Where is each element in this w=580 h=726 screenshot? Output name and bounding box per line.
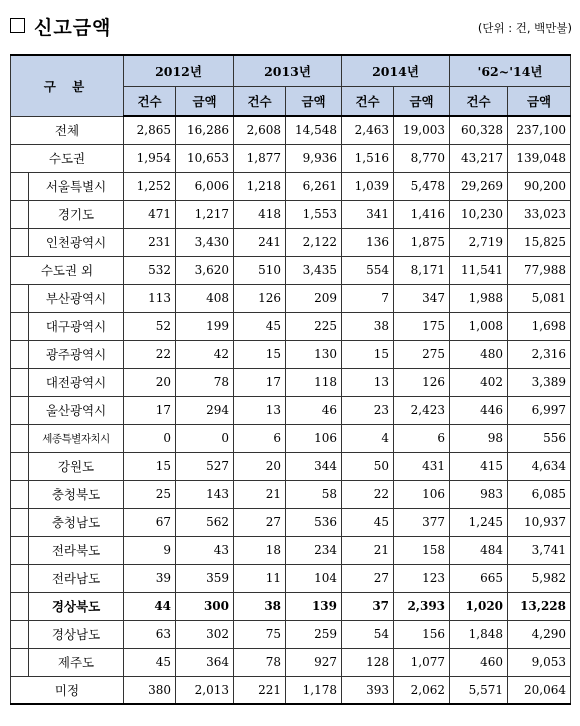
count-cell: 460 <box>450 648 508 676</box>
region-label: 전라남도 <box>29 564 124 592</box>
region-label: 강원도 <box>29 452 124 480</box>
count-cell: 1,020 <box>450 592 508 620</box>
amount-cell: 431 <box>394 452 450 480</box>
count-cell: 22 <box>342 480 394 508</box>
count-cell: 2,608 <box>234 116 286 144</box>
amount-cell: 209 <box>286 284 342 312</box>
amount-cell: 4,290 <box>508 620 571 648</box>
amount-cell: 143 <box>176 480 234 508</box>
count-cell: 45 <box>124 648 176 676</box>
amount-cell: 556 <box>508 424 571 452</box>
amount-cell: 158 <box>394 536 450 564</box>
title-row <box>4 6 576 42</box>
amount-cell: 3,741 <box>508 536 571 564</box>
indent-spacer <box>11 172 29 200</box>
page-title: 신고금액 <box>34 17 112 39</box>
amount-cell: 527 <box>176 452 234 480</box>
count-cell: 402 <box>450 368 508 396</box>
count-cell: 241 <box>234 228 286 256</box>
region-label: 서울특별시 <box>29 172 124 200</box>
unit-label: (단위 : 건, 백만불) <box>477 21 572 35</box>
count-cell: 78 <box>234 648 286 676</box>
count-cell: 1,516 <box>342 144 394 172</box>
indent-spacer <box>11 536 29 564</box>
count-header: 건수 <box>234 86 286 116</box>
count-cell: 665 <box>450 564 508 592</box>
indent-spacer <box>11 340 29 368</box>
amount-cell: 15,825 <box>508 228 571 256</box>
table-row <box>11 452 571 480</box>
count-cell: 128 <box>342 648 394 676</box>
indent-spacer <box>11 620 29 648</box>
indent-spacer <box>11 648 29 676</box>
amount-cell: 106 <box>286 424 342 452</box>
count-cell: 23 <box>342 396 394 424</box>
count-cell: 1,252 <box>124 172 176 200</box>
count-cell: 20 <box>234 452 286 480</box>
count-cell: 532 <box>124 256 176 284</box>
amount-cell: 1,217 <box>176 200 234 228</box>
indent-spacer <box>11 200 29 228</box>
count-header: 건수 <box>342 86 394 116</box>
amount-cell: 8,770 <box>394 144 450 172</box>
count-cell: 43,217 <box>450 144 508 172</box>
count-cell: 9 <box>124 536 176 564</box>
amount-cell: 359 <box>176 564 234 592</box>
indent-spacer <box>11 452 29 480</box>
count-cell: 15 <box>234 340 286 368</box>
amount-cell: 344 <box>286 452 342 480</box>
amount-cell: 5,478 <box>394 172 450 200</box>
amount-cell: 408 <box>176 284 234 312</box>
count-cell: 10,230 <box>450 200 508 228</box>
region-label: 인천광역시 <box>29 228 124 256</box>
amount-cell: 139,048 <box>508 144 571 172</box>
table-row <box>11 200 571 228</box>
amount-cell: 234 <box>286 536 342 564</box>
count-header: 건수 <box>124 86 176 116</box>
count-cell: 60,328 <box>450 116 508 144</box>
amount-cell: 13,228 <box>508 592 571 620</box>
count-cell: 126 <box>234 284 286 312</box>
amount-cell: 3,620 <box>176 256 234 284</box>
count-cell: 0 <box>124 424 176 452</box>
count-cell: 21 <box>234 480 286 508</box>
amount-cell: 275 <box>394 340 450 368</box>
amount-cell: 78 <box>176 368 234 396</box>
table-row <box>11 396 571 424</box>
amount-cell: 16,286 <box>176 116 234 144</box>
amount-cell: 175 <box>394 312 450 340</box>
count-cell: 393 <box>342 676 394 704</box>
count-cell: 45 <box>342 508 394 536</box>
count-cell: 1,954 <box>124 144 176 172</box>
amount-cell: 364 <box>176 648 234 676</box>
amount-cell: 5,081 <box>508 284 571 312</box>
count-cell: 75 <box>234 620 286 648</box>
count-cell: 480 <box>450 340 508 368</box>
amount-cell: 156 <box>394 620 450 648</box>
region-label: 대구광역시 <box>29 312 124 340</box>
region-label: 전체 <box>11 116 124 144</box>
amount-cell: 20,064 <box>508 676 571 704</box>
amount-cell: 2,013 <box>176 676 234 704</box>
region-label: 충청남도 <box>29 508 124 536</box>
region-label: 대전광역시 <box>29 368 124 396</box>
amount-cell: 58 <box>286 480 342 508</box>
count-cell: 1,877 <box>234 144 286 172</box>
amount-cell: 2,393 <box>394 592 450 620</box>
count-cell: 45 <box>234 312 286 340</box>
region-label: 경상남도 <box>29 620 124 648</box>
amount-cell: 1,077 <box>394 648 450 676</box>
amount-cell: 6 <box>394 424 450 452</box>
amount-header: 금액 <box>286 86 342 116</box>
count-cell: 484 <box>450 536 508 564</box>
table-row <box>11 648 571 676</box>
amount-table <box>10 54 571 705</box>
amount-cell: 14,548 <box>286 116 342 144</box>
indent-spacer <box>11 368 29 396</box>
checkbox-square-icon <box>10 18 25 33</box>
amount-cell: 5,982 <box>508 564 571 592</box>
region-label: 광주광역시 <box>29 340 124 368</box>
count-cell: 27 <box>342 564 394 592</box>
region-label: 경상북도 <box>29 592 124 620</box>
amount-cell: 347 <box>394 284 450 312</box>
amount-cell: 2,316 <box>508 340 571 368</box>
count-cell: 25 <box>124 480 176 508</box>
count-cell: 98 <box>450 424 508 452</box>
amount-cell: 3,389 <box>508 368 571 396</box>
count-cell: 11,541 <box>450 256 508 284</box>
count-cell: 418 <box>234 200 286 228</box>
count-cell: 39 <box>124 564 176 592</box>
table-row <box>11 340 571 368</box>
amount-cell: 90,200 <box>508 172 571 200</box>
amount-cell: 2,122 <box>286 228 342 256</box>
amount-cell: 2,062 <box>394 676 450 704</box>
count-cell: 38 <box>342 312 394 340</box>
amount-cell: 126 <box>394 368 450 396</box>
amount-cell: 19,003 <box>394 116 450 144</box>
count-cell: 11 <box>234 564 286 592</box>
count-cell: 983 <box>450 480 508 508</box>
table-body <box>11 116 571 704</box>
amount-cell: 300 <box>176 592 234 620</box>
count-cell: 13 <box>234 396 286 424</box>
amount-cell: 6,997 <box>508 396 571 424</box>
count-cell: 341 <box>342 200 394 228</box>
count-cell: 15 <box>342 340 394 368</box>
amount-cell: 302 <box>176 620 234 648</box>
region-label: 제주도 <box>29 648 124 676</box>
region-label: 경기도 <box>29 200 124 228</box>
amount-cell: 1,178 <box>286 676 342 704</box>
count-cell: 221 <box>234 676 286 704</box>
count-cell: 44 <box>124 592 176 620</box>
count-cell: 554 <box>342 256 394 284</box>
region-label: 부산광역시 <box>29 284 124 312</box>
count-cell: 17 <box>124 396 176 424</box>
table-row <box>11 116 571 144</box>
amount-cell: 3,430 <box>176 228 234 256</box>
table-row <box>11 564 571 592</box>
table-row <box>11 676 571 704</box>
count-cell: 13 <box>342 368 394 396</box>
count-cell: 37 <box>342 592 394 620</box>
indent-spacer <box>11 564 29 592</box>
amount-cell: 118 <box>286 368 342 396</box>
amount-cell: 225 <box>286 312 342 340</box>
count-cell: 38 <box>234 592 286 620</box>
count-cell: 52 <box>124 312 176 340</box>
count-header: 건수 <box>450 86 508 116</box>
amount-header: 금액 <box>508 86 571 116</box>
count-cell: 7 <box>342 284 394 312</box>
count-cell: 1,848 <box>450 620 508 648</box>
table-row <box>11 368 571 396</box>
indent-spacer <box>11 396 29 424</box>
count-cell: 2,463 <box>342 116 394 144</box>
amount-cell: 123 <box>394 564 450 592</box>
amount-cell: 0 <box>176 424 234 452</box>
year-header: '62~'14년 <box>450 55 571 86</box>
amount-cell: 294 <box>176 396 234 424</box>
count-cell: 17 <box>234 368 286 396</box>
indent-spacer <box>11 592 29 620</box>
amount-cell: 139 <box>286 592 342 620</box>
table-header <box>11 55 571 116</box>
year-header: 2012년 <box>124 55 234 86</box>
amount-cell: 6,085 <box>508 480 571 508</box>
amount-header: 금액 <box>176 86 234 116</box>
region-label: 울산광역시 <box>29 396 124 424</box>
indent-spacer <box>11 508 29 536</box>
count-cell: 50 <box>342 452 394 480</box>
table-row <box>11 312 571 340</box>
amount-cell: 104 <box>286 564 342 592</box>
amount-cell: 536 <box>286 508 342 536</box>
amount-cell: 9,936 <box>286 144 342 172</box>
amount-cell: 1,875 <box>394 228 450 256</box>
amount-cell: 9,053 <box>508 648 571 676</box>
amount-cell: 77,988 <box>508 256 571 284</box>
count-cell: 510 <box>234 256 286 284</box>
table-row <box>11 172 571 200</box>
indent-spacer <box>11 312 29 340</box>
amount-cell: 927 <box>286 648 342 676</box>
count-cell: 1,039 <box>342 172 394 200</box>
region-label: 수도권 <box>11 144 124 172</box>
count-cell: 231 <box>124 228 176 256</box>
region-label: 수도권 외 <box>11 256 124 284</box>
count-cell: 136 <box>342 228 394 256</box>
count-cell: 1,218 <box>234 172 286 200</box>
table-row <box>11 284 571 312</box>
count-cell: 54 <box>342 620 394 648</box>
count-cell: 1,988 <box>450 284 508 312</box>
count-cell: 415 <box>450 452 508 480</box>
count-cell: 18 <box>234 536 286 564</box>
amount-cell: 259 <box>286 620 342 648</box>
count-cell: 15 <box>124 452 176 480</box>
table-row <box>11 536 571 564</box>
amount-cell: 6,261 <box>286 172 342 200</box>
table-row <box>11 228 571 256</box>
amount-cell: 33,023 <box>508 200 571 228</box>
table-row <box>11 256 571 284</box>
year-header: 2014년 <box>342 55 450 86</box>
amount-cell: 377 <box>394 508 450 536</box>
amount-cell: 10,653 <box>176 144 234 172</box>
amount-cell: 46 <box>286 396 342 424</box>
amount-cell: 6,006 <box>176 172 234 200</box>
amount-cell: 199 <box>176 312 234 340</box>
amount-header: 금액 <box>394 86 450 116</box>
region-label: 미정 <box>11 676 124 704</box>
table-row <box>11 424 571 452</box>
count-cell: 5,571 <box>450 676 508 704</box>
amount-cell: 42 <box>176 340 234 368</box>
table-row <box>11 144 571 172</box>
amount-cell: 3,435 <box>286 256 342 284</box>
table-row <box>11 620 571 648</box>
amount-cell: 1,553 <box>286 200 342 228</box>
region-label: 세종특별자치시 <box>29 424 124 452</box>
count-cell: 67 <box>124 508 176 536</box>
count-cell: 63 <box>124 620 176 648</box>
count-cell: 1,008 <box>450 312 508 340</box>
amount-cell: 10,937 <box>508 508 571 536</box>
count-cell: 4 <box>342 424 394 452</box>
region-label: 충청북도 <box>29 480 124 508</box>
corner-label: 구 분 <box>11 55 124 116</box>
count-cell: 2,719 <box>450 228 508 256</box>
count-cell: 2,865 <box>124 116 176 144</box>
amount-cell: 1,416 <box>394 200 450 228</box>
count-cell: 22 <box>124 340 176 368</box>
amount-cell: 130 <box>286 340 342 368</box>
amount-cell: 2,423 <box>394 396 450 424</box>
count-cell: 113 <box>124 284 176 312</box>
count-cell: 471 <box>124 200 176 228</box>
amount-cell: 4,634 <box>508 452 571 480</box>
indent-spacer <box>11 480 29 508</box>
table-row <box>11 480 571 508</box>
amount-cell: 8,171 <box>394 256 450 284</box>
count-cell: 27 <box>234 508 286 536</box>
amount-cell: 106 <box>394 480 450 508</box>
amount-cell: 562 <box>176 508 234 536</box>
count-cell: 29,269 <box>450 172 508 200</box>
count-cell: 380 <box>124 676 176 704</box>
amount-cell: 1,698 <box>508 312 571 340</box>
indent-spacer <box>11 424 29 452</box>
count-cell: 446 <box>450 396 508 424</box>
indent-spacer <box>11 228 29 256</box>
count-cell: 21 <box>342 536 394 564</box>
table-row <box>11 508 571 536</box>
table-row <box>11 592 571 620</box>
indent-spacer <box>11 284 29 312</box>
amount-cell: 237,100 <box>508 116 571 144</box>
year-header: 2013년 <box>234 55 342 86</box>
region-label: 전라북도 <box>29 536 124 564</box>
count-cell: 1,245 <box>450 508 508 536</box>
count-cell: 20 <box>124 368 176 396</box>
amount-cell: 43 <box>176 536 234 564</box>
count-cell: 6 <box>234 424 286 452</box>
